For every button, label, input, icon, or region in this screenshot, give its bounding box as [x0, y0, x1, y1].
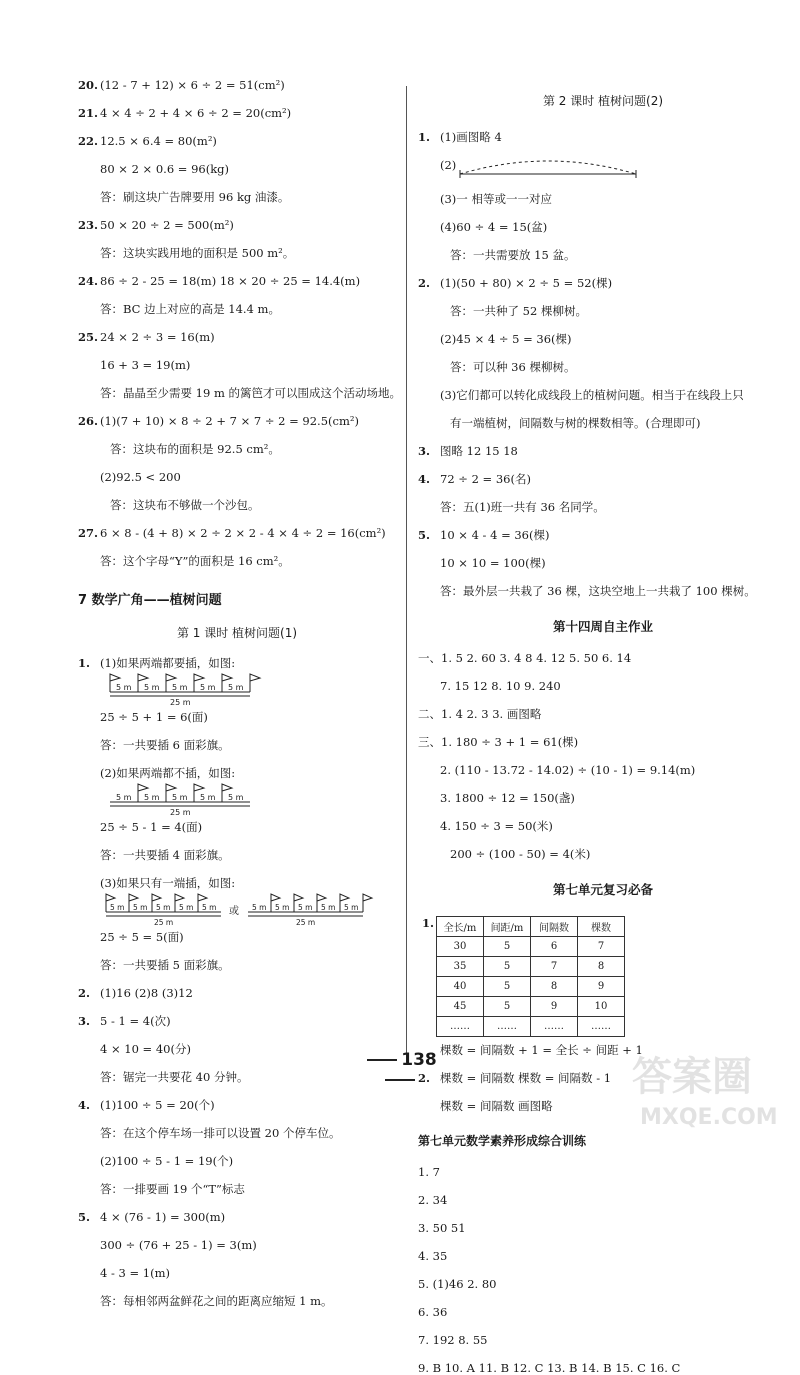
- segment-label: 5 m: [275, 903, 290, 912]
- question-3: 3. 图略 12 15 18: [418, 444, 518, 458]
- answer-line: 200 ÷ (100 - 50) = 4(米): [450, 847, 591, 861]
- segment-label: 5 m: [116, 793, 132, 802]
- answer-line: 三、1. 180 ÷ 3 + 1 = 61(棵): [418, 735, 579, 749]
- left-column: [78, 78, 402, 1308]
- answer-line: 答：一共要插 5 面彩旗。: [100, 958, 230, 972]
- svg-text:MXQE.COM: MXQE.COM: [640, 1105, 778, 1130]
- question-4: 4. 72 ÷ 2 = 36(名): [418, 472, 531, 486]
- answer-line: 答：每相邻两盆鲜花之间的距离应缩短 1 m。: [100, 1294, 333, 1308]
- question-4: 4. (1)100 ÷ 5 = 20(个): [78, 1098, 215, 1112]
- answer-24: 24. 86 ÷ 2 - 25 = 18(m) 18 × 20 ÷ 25 = 14.4(m): [78, 274, 361, 288]
- question-2: 2. (1)(50 + 80) × 2 ÷ 5 = 52(棵): [418, 276, 613, 290]
- answer-line: 6. 36: [418, 1305, 448, 1319]
- table-cell: 5: [484, 957, 531, 977]
- curved-road-diagram: [458, 154, 638, 180]
- answer-26: 26. (1)(7 + 10) × 8 ÷ 2 + 7 × 7 ÷ 2 = 92.5(cm²): [78, 414, 359, 428]
- table-row: [437, 997, 625, 1017]
- table-row: [437, 977, 625, 997]
- lesson-title: 第 2 课时 植树问题(2): [542, 94, 664, 108]
- right-column: [418, 78, 788, 1375]
- answer-line: 答：刷这块广告牌要用 96 kg 油漆。: [100, 190, 290, 204]
- answer-line: 4 - 3 = 1(m): [100, 1266, 170, 1280]
- table-cell: 35: [437, 957, 484, 977]
- chapter-title: 7 数学广角——植树问题: [78, 593, 222, 608]
- segment-label: 5 m: [200, 793, 216, 802]
- answer-line: (2)45 × 4 ÷ 5 = 36(棵): [440, 332, 572, 346]
- flag-diagram-one-end: [104, 890, 396, 930]
- answer-line: 7. 15 12 8. 10 9. 240: [440, 679, 561, 693]
- segment-label: 5 m: [202, 903, 217, 912]
- question-number: 1.: [422, 916, 435, 930]
- answer-line: 7. 192 8. 55: [418, 1333, 488, 1347]
- answer-line: 答：一共种了 52 棵柳树。: [450, 304, 587, 318]
- answer-line: (3)如果只有一端插，如图:: [100, 876, 236, 890]
- svg-text:答案圈: 答案圈: [632, 1054, 752, 1100]
- answer-line: 2. 棵数 = 间隔数 棵数 = 间隔数 - 1: [418, 1071, 612, 1085]
- total-length-label: 25 m: [154, 918, 174, 927]
- segment-label: 5 m: [228, 683, 244, 692]
- total-length-label: 25 m: [170, 808, 191, 817]
- table-cell: 9: [578, 977, 625, 997]
- answer-line: 25 ÷ 5 + 1 = 6(面): [100, 710, 208, 724]
- question-5: 5. 10 × 4 - 4 = 36(棵): [418, 528, 550, 542]
- table-cell: ……: [437, 1017, 484, 1037]
- answer-27: 27. 6 × 8 - (4 + 8) × 2 ÷ 2 × 2 - 4 × 4 ÷ 2 = 16(cm²): [78, 526, 386, 540]
- answer-line: (3)它们都可以转化成线段上的植树问题。相当于在线段上只: [440, 388, 744, 402]
- answer-line: 答：一排要画 19 个“T”标志: [100, 1182, 245, 1196]
- question-1: 1. (1)画图略 4: [418, 130, 502, 144]
- answer-line: (2)92.5 < 200: [100, 470, 181, 484]
- answer-line: 答：一共需要放 15 盆。: [450, 248, 576, 262]
- segment-label: 5 m: [200, 683, 216, 692]
- lesson-title: 第 1 课时 植树问题(1): [176, 626, 298, 640]
- flag-diagram-both-ends: [108, 670, 396, 710]
- answer-line: (2)如果两端都不插，如图:: [100, 766, 236, 780]
- answer-21: 21. 4 × 4 ÷ 2 + 4 × 6 ÷ 2 = 20(cm²): [78, 106, 292, 120]
- answer-line: 3. 1800 ÷ 12 = 150(盏): [440, 791, 575, 805]
- table-cell: ……: [578, 1017, 625, 1037]
- answer-line: 16 + 3 = 19(m): [100, 358, 191, 372]
- table-cell: 5: [484, 997, 531, 1017]
- table-cell: 8: [578, 957, 625, 977]
- table-cell: 45: [437, 997, 484, 1017]
- answer-line: 25 ÷ 5 = 5(面): [100, 930, 184, 944]
- answer-line: (3)一 相等或一一对应: [440, 192, 552, 206]
- answer-line: 2. (110 - 13.72 - 14.02) ÷ (10 - 1) = 9.14(m): [440, 763, 696, 777]
- section-title: 第七单元数学素养形成综合训练: [418, 1134, 587, 1148]
- segment-label: 5 m: [228, 793, 244, 802]
- answer-line: 二、1. 4 2. 3 3. 画图略: [418, 707, 542, 721]
- answer-line: 棵数 = 间隔数 + 1 = 全长 ÷ 间距 + 1: [440, 1043, 643, 1057]
- answer-line: 9. B 10. A 11. B 12. C 13. B 14. B 15. C 16. C: [418, 1361, 681, 1375]
- table-header: 棵数: [578, 917, 625, 937]
- answer-line: 1. 7: [418, 1165, 440, 1179]
- answer-line: 3. 50 51: [418, 1221, 466, 1235]
- answer-line: 答：锯完一共要花 40 分钟。: [100, 1070, 249, 1084]
- answer-line: 300 ÷ (76 + 25 - 1) = 3(m): [100, 1238, 257, 1252]
- answer-line: 4 × 10 = 40(分): [100, 1042, 191, 1056]
- table-cell: 6: [531, 937, 578, 957]
- section-title: 第七单元复习必备: [552, 881, 653, 897]
- table-cell: 10: [578, 997, 625, 1017]
- answer-line: 答：晶晶至少需要 19 m 的篱笆才可以围成这个活动场地。: [100, 386, 402, 400]
- answer-line: 答：BC 边上对应的高是 14.4 m。: [100, 302, 280, 316]
- table-row: [437, 937, 625, 957]
- answer-line: 答：这个字母“Y”的面积是 16 cm²。: [100, 554, 290, 568]
- segment-label: 5 m: [344, 903, 359, 912]
- table-cell: 30: [437, 937, 484, 957]
- table-cell: 8: [531, 977, 578, 997]
- question-1: 1. (1)如果两端都要插，如图:: [78, 656, 236, 670]
- segment-label: 5 m: [252, 903, 267, 912]
- answer-line: (2)100 ÷ 5 - 1 = 19(个): [100, 1154, 234, 1168]
- answer-line: 80 × 2 × 0.6 = 96(kg): [100, 162, 230, 176]
- segment-label: 5 m: [110, 903, 125, 912]
- segment-label: 5 m: [179, 903, 194, 912]
- answer-line: 一、1. 5 2. 60 3. 4 8 4. 12 5. 50 6. 14: [418, 651, 632, 665]
- table-cell: 40: [437, 977, 484, 997]
- answer-22: 22. 12.5 × 6.4 = 80(m²): [78, 134, 217, 148]
- question-2: 2. (1)16 (2)8 (3)12: [78, 986, 193, 1000]
- answer-line: 25 ÷ 5 - 1 = 4(面): [100, 820, 203, 834]
- table-header: 间距/m: [484, 917, 531, 937]
- page-number: 138: [348, 1050, 452, 1090]
- answer-line: 答：一共要插 4 面彩旗。: [100, 848, 230, 862]
- answer-line: 答：在这个停车场一排可以设置 20 个停车位。: [100, 1126, 341, 1140]
- section-title: 第十四周自主作业: [552, 618, 653, 634]
- or-label: 或: [229, 906, 239, 917]
- answer-line: 答：这块实践用地的面积是 500 m²。: [100, 246, 295, 260]
- table-cell: 9: [531, 997, 578, 1017]
- question-5: 5. 4 × (76 - 1) = 300(m): [78, 1210, 226, 1224]
- answer-line: (4)60 ÷ 4 = 15(盆): [440, 220, 548, 234]
- segment-label: 5 m: [321, 903, 336, 912]
- table-cell: 7: [578, 937, 625, 957]
- table-header-row: [437, 917, 625, 937]
- answer-line: 答：五(1)班一共有 36 名同学。: [440, 500, 605, 514]
- review-table-block: [418, 916, 788, 1037]
- answer-line: 答：最外层一共栽了 36 棵，这块空地上一共栽了 100 棵树。: [440, 584, 756, 598]
- answer-line: 10 × 10 = 100(棵): [440, 556, 546, 570]
- segment-label: 5 m: [298, 903, 313, 912]
- segment-label: 5 m: [172, 793, 188, 802]
- flag-diagram-no-ends: [108, 780, 396, 820]
- answer-line: 棵数 = 间隔数 画图略: [440, 1099, 553, 1113]
- segment-label: 5 m: [144, 683, 160, 692]
- segment-label: 5 m: [172, 683, 188, 692]
- site-watermark-logo: [622, 1038, 792, 1133]
- answer-line: 有一端植树，间隔数与树的棵数相等。(合理即可): [450, 416, 701, 430]
- table-cell: 7: [531, 957, 578, 977]
- table-cell: ……: [531, 1017, 578, 1037]
- segment-label: 5 m: [156, 903, 171, 912]
- tree-planting-table: [436, 916, 625, 1037]
- total-length-label: 25 m: [296, 918, 316, 927]
- answer-line: 答：一共要插 6 面彩旗。: [100, 738, 230, 752]
- answer-20: 20. (12 - 7 + 12) × 6 ÷ 2 = 51(cm²): [78, 78, 285, 92]
- answer-line: (2): [418, 158, 788, 184]
- answer-line: 答：这块布的面积是 92.5 cm²。: [110, 442, 280, 456]
- answer-line: 4. 35: [418, 1249, 448, 1263]
- answer-line: 4. 150 ÷ 3 = 50(米): [440, 819, 553, 833]
- answer-line: 2. 34: [418, 1193, 448, 1207]
- table-header: 间隔数: [531, 917, 578, 937]
- table-row: [437, 957, 625, 977]
- question-3: 3. 5 - 1 = 4(次): [78, 1014, 171, 1028]
- answer-23: 23. 50 × 20 ÷ 2 = 500(m²): [78, 218, 234, 232]
- segment-label: 5 m: [133, 903, 148, 912]
- table-cell: 5: [484, 977, 531, 997]
- answer-line: 答：可以种 36 棵柳树。: [450, 360, 576, 374]
- answer-line: 答：这块布不够做一个沙包。: [110, 498, 260, 512]
- table-cell: 5: [484, 937, 531, 957]
- segment-label: 5 m: [144, 793, 160, 802]
- answer-line: 5. (1)46 2. 80: [418, 1277, 497, 1291]
- column-divider: [406, 86, 407, 1062]
- table-header: 全长/m: [437, 917, 484, 937]
- total-length-label: 25 m: [170, 698, 191, 707]
- answer-25: 25. 24 × 2 ÷ 3 = 16(m): [78, 330, 215, 344]
- table-cell: ……: [484, 1017, 531, 1037]
- table-row: [437, 1017, 625, 1037]
- segment-label: 5 m: [116, 683, 132, 692]
